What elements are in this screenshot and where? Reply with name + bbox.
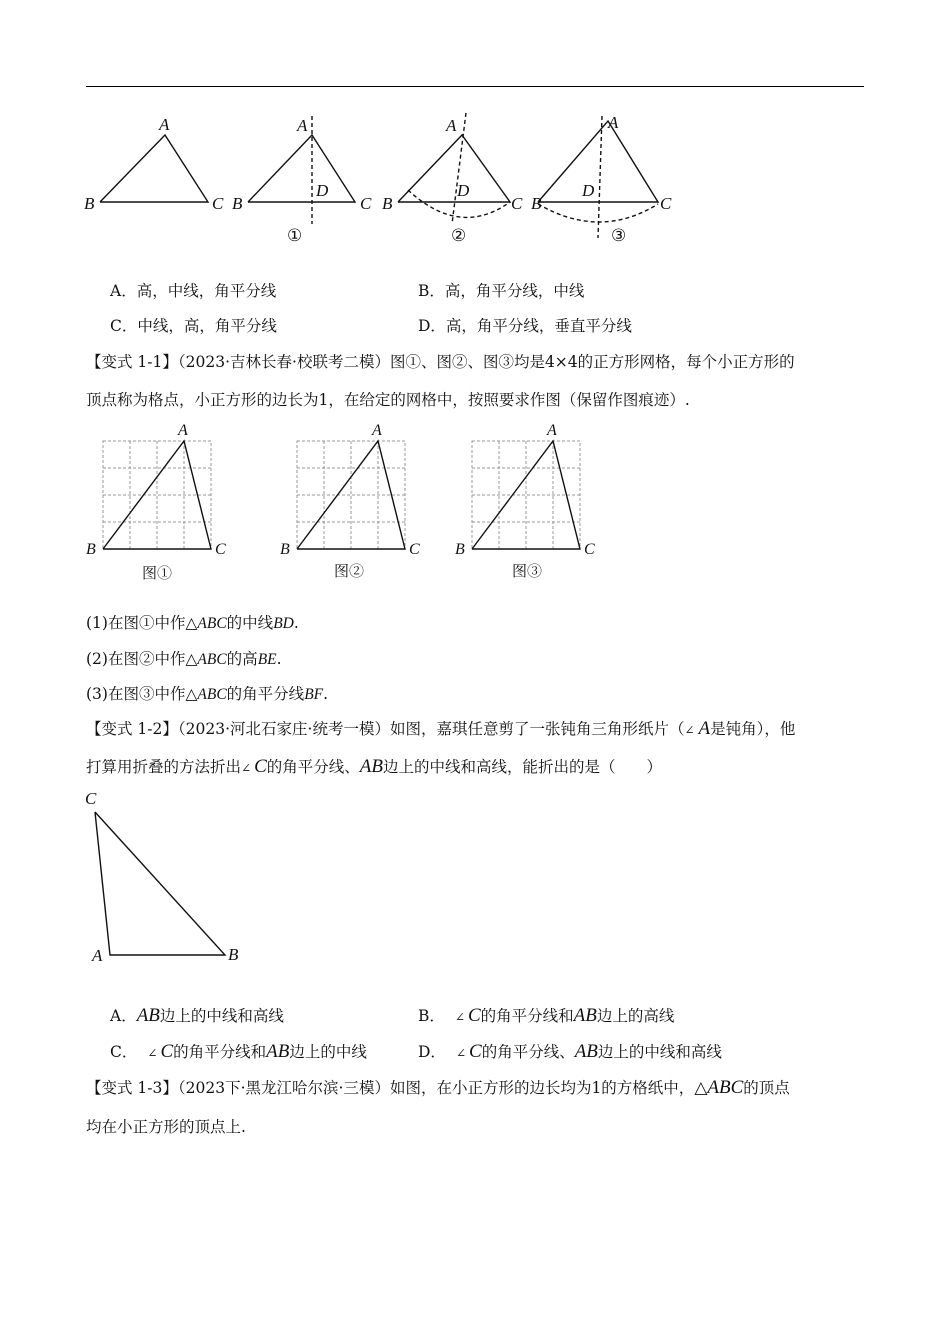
triangle-original — [100, 135, 208, 202]
v13-line-1 — [86, 1078, 790, 1098]
angle-symbol: ∠ — [241, 761, 252, 775]
label-a-1: A — [297, 116, 308, 135]
top-triangle-figure — [80, 108, 680, 248]
grid2-caption: 图② — [334, 564, 365, 580]
q1-tri: ABC — [197, 615, 227, 632]
opt-d-text2: 边上的中线和高线 — [597, 1043, 722, 1061]
opt-d-var1: C — [469, 1041, 482, 1062]
grid-1 — [103, 441, 211, 549]
v12-l2c: 边上的中线和高线，能折出的是（ ） — [383, 758, 663, 776]
v11-line-2: 顶点称为格点，小正方形的边长为1，在给定的网格中，按照要求作图（保留作图痕迹）. — [86, 391, 690, 409]
circled-label-3: ③ — [611, 226, 627, 245]
grid2-b: B — [280, 541, 290, 558]
label-b-0: B — [84, 194, 95, 213]
label-d-1: D — [316, 181, 329, 200]
v12-l1b: 是钝角），他 — [710, 720, 796, 738]
grid3-caption: 图③ — [512, 564, 543, 580]
v13-tag: 【变式 1-3】 — [86, 1079, 178, 1097]
circled-label-2: ② — [451, 226, 467, 245]
v12-line-2 — [86, 757, 662, 778]
opt-d-label: D． — [418, 1043, 446, 1061]
q3-pre: (3)在图③中作△ — [86, 685, 198, 703]
v11-q2 — [86, 649, 282, 670]
angle-symbol: ∠ — [455, 1046, 466, 1060]
triangle-symbol: △ — [694, 1078, 708, 1098]
opt-b-var1: C — [467, 1005, 481, 1026]
q1-end: . — [293, 614, 299, 632]
label-c-2: C — [511, 194, 523, 213]
q1-mid: 的中线 — [226, 614, 274, 632]
label-d-3: D — [582, 181, 595, 200]
v12-l2-var1: C — [254, 756, 267, 777]
q2-end: . — [276, 650, 282, 668]
v12-l2-var2: AB — [359, 756, 383, 777]
q3-mid: 的角平分线 — [226, 685, 305, 703]
grid3-a: A — [547, 422, 557, 439]
v12-option-b — [418, 1006, 674, 1027]
header-rule — [86, 86, 864, 87]
grid2-c: C — [409, 541, 420, 558]
grid-figures — [80, 418, 620, 588]
v11-q1 — [86, 613, 299, 634]
angle-symbol: ∠ — [684, 723, 695, 737]
label-d-2: D — [457, 181, 470, 200]
q2-tri: ABC — [197, 651, 227, 668]
v13-l1b: 的顶点 — [743, 1079, 790, 1097]
q1-pre: (1)在图①中作△ — [86, 614, 198, 632]
q1-seg: BD — [273, 615, 294, 632]
tri-label-c: C — [85, 789, 97, 808]
obtuse-triangle-figure — [82, 785, 252, 970]
dashed-arc-3 — [538, 204, 658, 222]
triangle-2 — [398, 135, 510, 202]
grid3-c: C — [584, 541, 595, 558]
angle-symbol: ∠ — [147, 1046, 158, 1060]
opt-b-text2: 边上的高线 — [596, 1007, 675, 1025]
tri-label-b: B — [228, 945, 239, 964]
opt-c-var1: C — [160, 1041, 174, 1062]
v12-line-1 — [86, 719, 795, 740]
opt-d-var2: AB — [574, 1041, 598, 1062]
option-c: C．中线，高，角平分线 — [110, 317, 277, 335]
v12-l1-var: A — [698, 718, 711, 739]
grid2-a: A — [372, 422, 382, 439]
label-a-2: A — [446, 116, 457, 135]
v12-l2a: 打算用折叠的方法折出 — [86, 758, 242, 776]
grid-2 — [297, 441, 405, 549]
v12-l1a: （2023·河北石家庄·统考一模）如图，嘉琪任意剪了一张钝角三角形纸片（ — [177, 720, 685, 738]
q3-end: . — [323, 685, 329, 703]
q2-pre: (2)在图②中作△ — [86, 650, 198, 668]
label-a-3: A — [608, 113, 619, 132]
option-a: A．高，中线，角平分线 — [110, 282, 277, 300]
opt-c-label: C． — [110, 1043, 138, 1061]
grid-3 — [472, 441, 580, 549]
opt-b-text1: 的角平分线和 — [480, 1007, 574, 1025]
label-b-1: B — [232, 194, 243, 213]
grid1-b: B — [86, 541, 96, 558]
opt-c-var2: AB — [266, 1041, 290, 1062]
opt-c-text2: 边上的中线 — [289, 1043, 367, 1061]
grid1-a: A — [178, 422, 188, 439]
opt-a-var: AB — [136, 1005, 160, 1026]
v13-tri-var: ABC — [707, 1077, 744, 1098]
grid3-b: B — [455, 541, 465, 558]
opt-b-var2: AB — [573, 1005, 597, 1026]
triangle-3 — [538, 121, 658, 202]
v11-tag: 【变式 1-1】 — [86, 353, 178, 371]
q2-seg: BE — [257, 651, 277, 668]
grid1-caption: 图① — [142, 566, 173, 582]
v12-option-d — [418, 1042, 722, 1063]
v11-line-1 — [86, 352, 795, 372]
v11-q3 — [86, 684, 328, 705]
opt-b-label: B． — [418, 1007, 445, 1025]
circled-label-1: ① — [287, 226, 303, 245]
label-c-0: C — [212, 194, 224, 213]
label-c-3: C — [660, 194, 672, 213]
grid1-c: C — [215, 541, 226, 558]
opt-c-text1: 的角平分线和 — [173, 1043, 267, 1061]
triangle-1 — [248, 135, 355, 202]
label-c-1: C — [360, 194, 372, 213]
opt-a-label: A． — [110, 1007, 137, 1025]
v12-l2b: 的角平分线、 — [266, 758, 360, 776]
option-d: D．高，角平分线，垂直平分线 — [418, 317, 632, 335]
dashed-line-3 — [598, 116, 602, 238]
label-b-3: B — [531, 194, 542, 213]
tri-label-a: A — [92, 946, 103, 965]
label-b-2: B — [382, 194, 393, 213]
label-a-0: A — [159, 115, 170, 134]
q2-mid: 的高 — [226, 650, 258, 668]
option-b: B．高，角平分线，中线 — [418, 282, 585, 300]
q3-tri: ABC — [197, 686, 227, 703]
v13-line-2: 均在小正方形的顶点上. — [86, 1118, 246, 1136]
v12-tag: 【变式 1-2】 — [86, 720, 178, 738]
v11-text-1: （2023·吉林长春·校联考二模）图①、图②、图③均是4×4的正方形网格，每个小正方形的 — [177, 353, 795, 371]
v12-option-a — [110, 1006, 284, 1026]
opt-d-text1: 的角平分线、 — [481, 1043, 575, 1061]
opt-a-text: 边上的中线和高线 — [159, 1007, 284, 1025]
v12-option-c — [110, 1042, 367, 1063]
q3-seg: BF — [304, 686, 324, 703]
angle-symbol: ∠ — [454, 1010, 465, 1024]
v13-l1a: （2023下·黑龙江哈尔滨·三模）如图，在小正方形的边长均为1的方格纸中， — [177, 1079, 695, 1097]
